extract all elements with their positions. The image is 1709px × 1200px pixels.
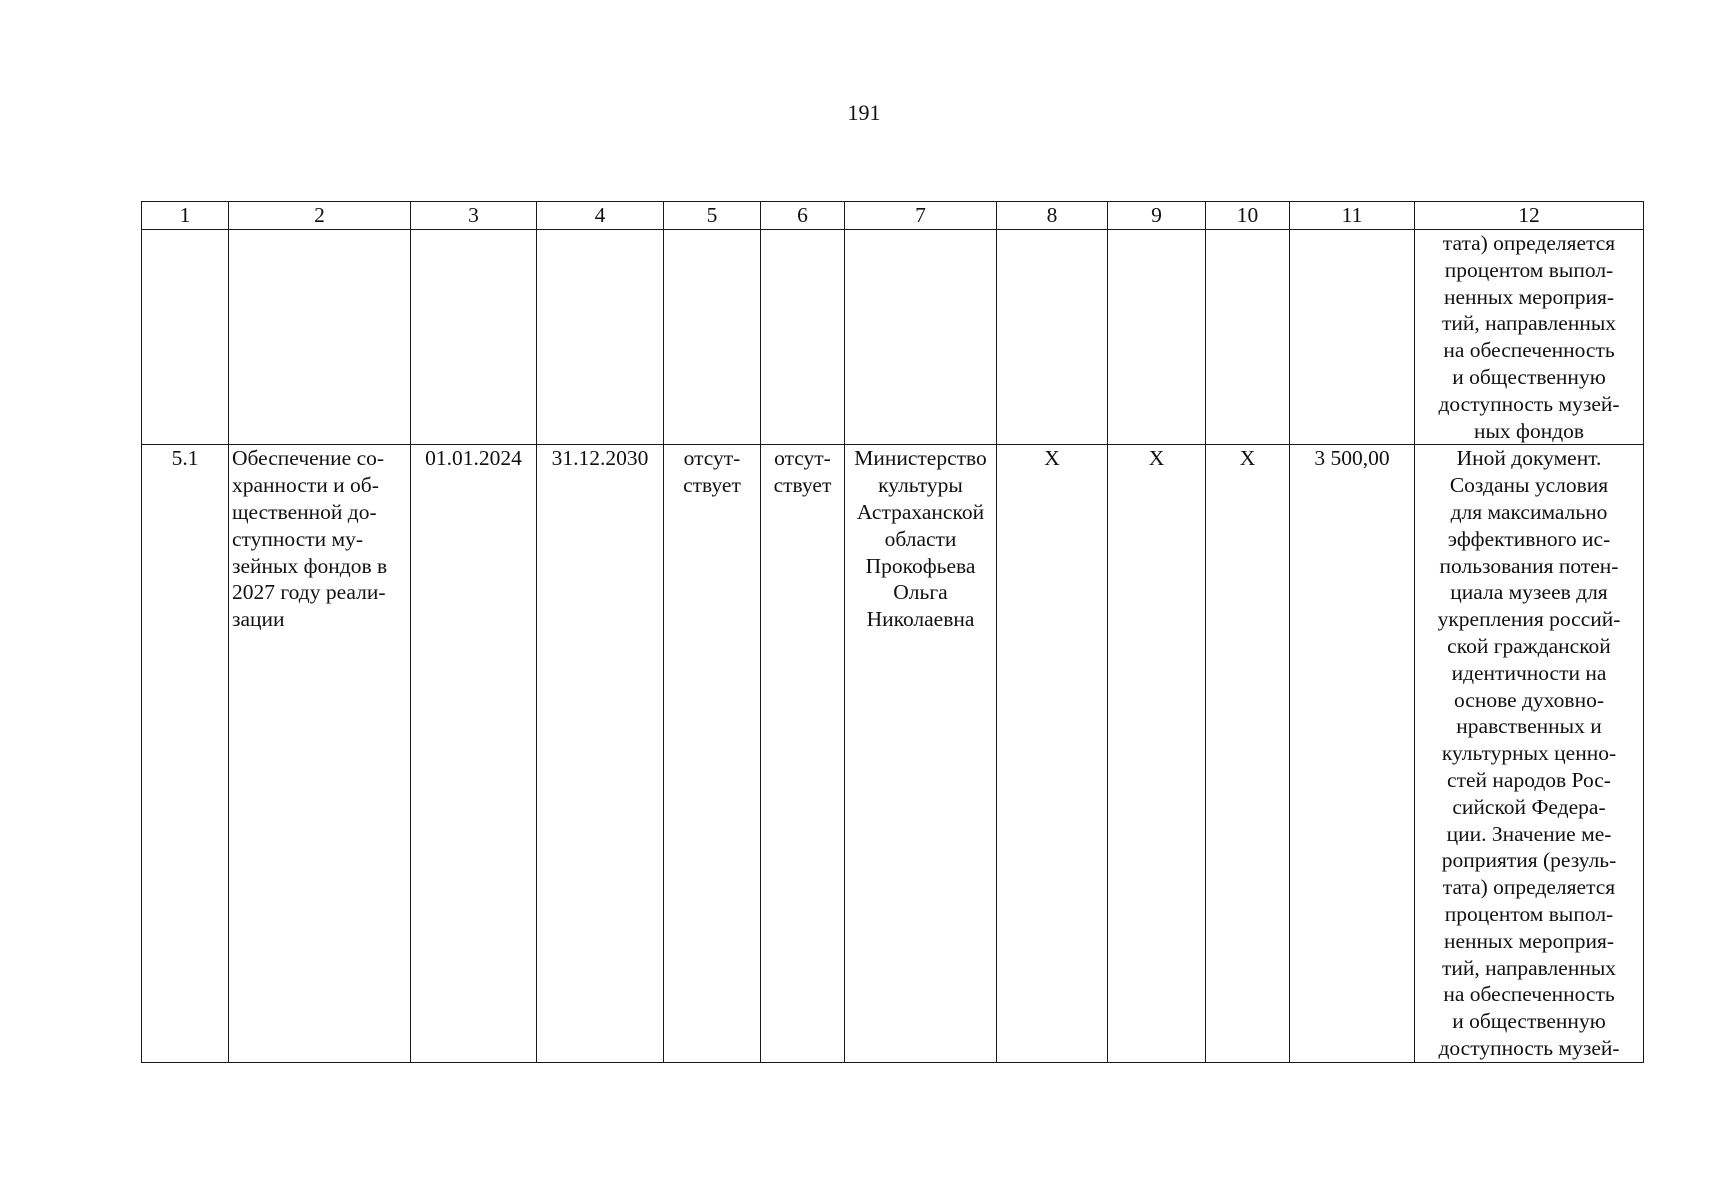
cell-line: процентом выпол-: [1444, 257, 1614, 282]
cell-line: хранности и об-: [232, 473, 379, 498]
header-col-7: 7: [845, 202, 997, 230]
cell-line: укрепления россий-: [1437, 607, 1621, 632]
cont-cell-6: [761, 230, 845, 445]
cell-line: тий, направленных: [1441, 311, 1617, 336]
cell-line: доступность музей-: [1438, 1035, 1620, 1060]
cell-line: отсут-: [683, 446, 741, 471]
row-number: 5.1: [142, 445, 229, 1063]
header-col-5: 5: [664, 202, 761, 230]
measure-name: [229, 445, 411, 1063]
table-row-5-1: [142, 445, 1644, 1063]
cell-line: культуры: [878, 473, 963, 498]
cell-line: идентичности на: [1451, 660, 1607, 685]
cell-line: 2027 году реали-: [232, 580, 386, 605]
cell-line: доступность музей-: [1438, 391, 1620, 416]
funding-amount: 3 500,00: [1290, 445, 1415, 1063]
cell-line: для максимально: [1450, 499, 1608, 524]
cell-line: тий, направленных: [1441, 955, 1617, 980]
cell-line: на обеспеченность: [1443, 982, 1615, 1007]
col10-value: X: [1206, 445, 1290, 1063]
cell-line: зации: [232, 607, 285, 632]
cell-line: Обеспечение со-: [232, 446, 385, 471]
cell-line: процентом выпол-: [1444, 901, 1614, 926]
cell-line: зейных фондов в: [232, 553, 388, 578]
cell-line: ствует: [773, 473, 832, 498]
cont-cell-9: [1108, 230, 1206, 445]
cell-line: Николаевна: [866, 607, 975, 632]
cell-line: ступности му-: [232, 526, 364, 551]
cell-line: культурных ценно-: [1441, 741, 1617, 766]
continuation-row: [142, 230, 1644, 445]
cell-line: Министерство: [854, 446, 987, 471]
cell-line: пользования потен-: [1439, 553, 1619, 578]
cell-line: ных фондов: [1473, 418, 1585, 443]
cell-line: Иной документ.: [1456, 446, 1602, 471]
result-description: [1415, 445, 1644, 1063]
cont-cell-4: [537, 230, 664, 445]
header-col-9: 9: [1108, 202, 1206, 230]
cell-line: и общественную: [1452, 1009, 1606, 1034]
cell-line: щественной до-: [232, 499, 377, 524]
cell-line: ненных мероприя-: [1443, 928, 1615, 953]
header-col-12: 12: [1415, 202, 1644, 230]
header-row: [142, 202, 1644, 230]
cell-line: отсут-: [774, 446, 831, 471]
page-number: 191: [847, 100, 881, 125]
cont-cell-3: [411, 230, 537, 445]
cont-cell-2: [229, 230, 411, 445]
cell-line: области: [884, 526, 957, 551]
header-col-2: 2: [229, 202, 411, 230]
col8-value: X: [997, 445, 1108, 1063]
header-col-4: 4: [537, 202, 664, 230]
cell-line: ции. Значение ме-: [1446, 821, 1612, 846]
cell-line: Астраханской: [856, 499, 985, 524]
start-date: 01.01.2024: [411, 445, 537, 1063]
cell-line: и общественную: [1452, 364, 1606, 389]
cont-cell-11: [1290, 230, 1415, 445]
cell-line: Ольга: [893, 580, 948, 605]
cont-cell-1: [142, 230, 229, 445]
end-date: 31.12.2030: [537, 445, 664, 1063]
header-col-1: 1: [142, 202, 229, 230]
cont-cell-7: [845, 230, 997, 445]
header-col-8: 8: [997, 202, 1108, 230]
cont-cell-5: [664, 230, 761, 445]
cont-cell-8: [997, 230, 1108, 445]
header-col-6: 6: [761, 202, 845, 230]
responsible-executor: [845, 445, 997, 1063]
cell-line: тата) определяется: [1442, 231, 1616, 255]
cell-line: ненных мероприя-: [1443, 284, 1615, 309]
col6-value: [761, 445, 845, 1063]
cell-line: Созданы условия: [1449, 473, 1609, 498]
cont-description: [1415, 230, 1644, 445]
cell-line: ствует: [683, 473, 741, 498]
header-col-10: 10: [1206, 202, 1290, 230]
cell-line: основе духовно-: [1454, 687, 1604, 712]
cell-line: роприятия (резуль-: [1441, 848, 1617, 873]
cell-line: стей народов Рос-: [1447, 767, 1611, 792]
cont-cell-10: [1206, 230, 1290, 445]
cell-line: сийской Федера-: [1452, 794, 1606, 819]
cell-line: тата) определяется: [1442, 875, 1616, 900]
header-col-11: 11: [1290, 202, 1415, 230]
col5-value: [664, 445, 761, 1063]
cell-line: нравственных и: [1456, 714, 1602, 739]
measures-table: [141, 201, 1644, 1063]
header-col-3: 3: [411, 202, 537, 230]
cell-line: на обеспеченность: [1443, 338, 1615, 363]
cell-line: эффективного ис-: [1447, 526, 1611, 551]
cell-line: Прокофьева: [865, 553, 976, 578]
col9-value: X: [1108, 445, 1206, 1063]
cell-line: циала музеев для: [1450, 580, 1608, 605]
cell-line: ской гражданской: [1447, 633, 1611, 658]
